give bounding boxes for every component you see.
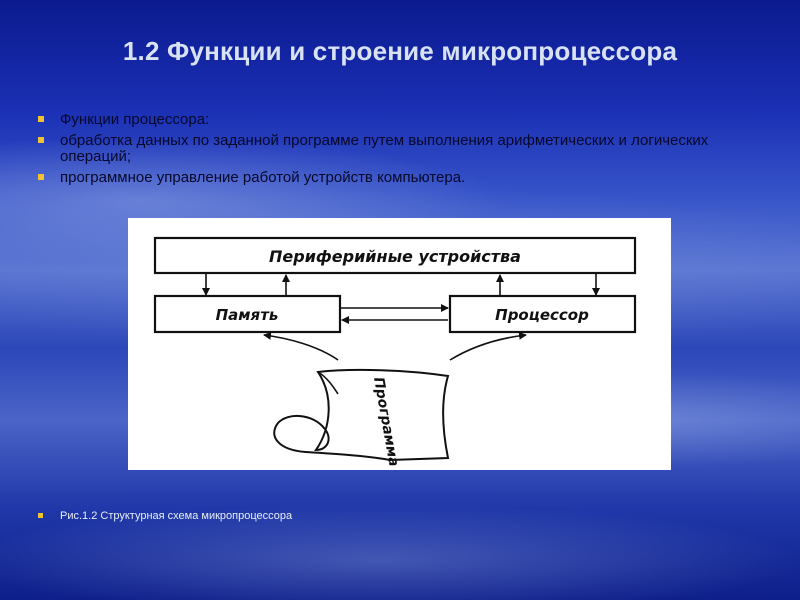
bullet-text: обработка данных по заданной программе путем выполнения арифметических и логических операций; (60, 132, 709, 165)
bullet-list (38, 112, 778, 191)
bullet-marker-icon (38, 174, 44, 180)
bullet-item (38, 112, 778, 128)
bullet-marker-icon (38, 513, 43, 518)
bullet-marker-icon (38, 116, 44, 122)
slide-title: 1.2 Функции и строение микропроцессора (122, 36, 678, 66)
bullet-item (38, 170, 778, 186)
arrow-program-to-memory (264, 335, 338, 360)
caption-text: Рис.1.2 Структурная схема микропроцессора (60, 510, 293, 522)
bullet-marker-icon (38, 137, 44, 143)
bullet-text: программное управление работой устройств компьютера. (60, 169, 466, 186)
figure-caption (38, 510, 292, 522)
program-scroll-icon (274, 370, 448, 460)
bullet-text: Функции процессора: (60, 111, 210, 128)
processor-label: Процессор (495, 306, 589, 324)
memory-label: Память (215, 306, 279, 324)
microprocessor-diagram (128, 218, 671, 470)
bullet-item (38, 133, 778, 165)
peripherals-label: Периферийные устройства (269, 247, 521, 266)
diagram-svg (128, 218, 671, 470)
arrow-program-to-processor (450, 335, 526, 360)
program-label: Программа (370, 375, 402, 468)
